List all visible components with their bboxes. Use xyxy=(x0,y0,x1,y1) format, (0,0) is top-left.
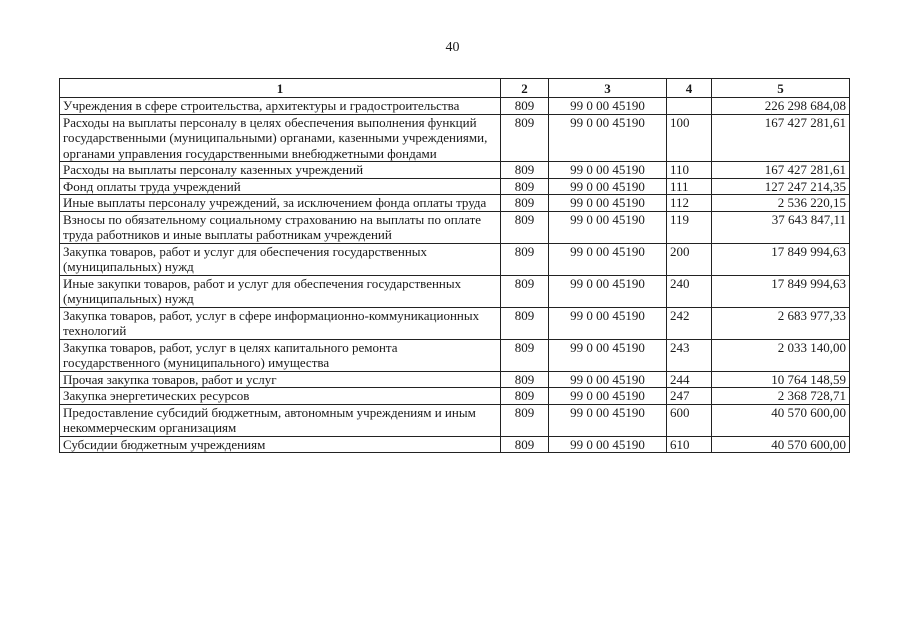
row-amount-cell: 2 368 728,71 xyxy=(712,388,850,405)
row-type-cell: 243 xyxy=(667,339,712,371)
row-amount-cell: 167 427 281,61 xyxy=(712,114,850,162)
row-code-cell: 809 xyxy=(501,371,549,388)
row-type-cell: 600 xyxy=(667,404,712,436)
row-name-cell: Закупка товаров, работ и услуг для обеспечения государственных (муниципальных) нужд xyxy=(60,243,501,275)
row-code-cell: 809 xyxy=(501,211,549,243)
row-amount-cell: 2 033 140,00 xyxy=(712,339,850,371)
row-type-cell: 610 xyxy=(667,436,712,453)
row-target-cell: 99 0 00 45190 xyxy=(549,211,667,243)
row-amount-cell: 2 536 220,15 xyxy=(712,195,850,212)
row-amount-cell: 40 570 600,00 xyxy=(712,404,850,436)
row-target-cell: 99 0 00 45190 xyxy=(549,275,667,307)
row-target-cell: 99 0 00 45190 xyxy=(549,436,667,453)
row-amount-cell: 2 683 977,33 xyxy=(712,307,850,339)
table-row xyxy=(60,339,850,371)
row-code-cell: 809 xyxy=(501,275,549,307)
row-amount-cell: 226 298 684,08 xyxy=(712,98,850,115)
table-row xyxy=(60,388,850,405)
row-amount-cell: 10 764 148,59 xyxy=(712,371,850,388)
row-code-cell: 809 xyxy=(501,388,549,405)
row-target-cell: 99 0 00 45190 xyxy=(549,243,667,275)
header-col-1: 1 xyxy=(60,79,501,98)
table-row xyxy=(60,371,850,388)
budget-table xyxy=(59,78,850,453)
row-type-cell: 111 xyxy=(667,178,712,195)
table-row xyxy=(60,275,850,307)
row-target-cell: 99 0 00 45190 xyxy=(549,98,667,115)
row-amount-cell: 40 570 600,00 xyxy=(712,436,850,453)
row-code-cell: 809 xyxy=(501,195,549,212)
row-name-cell: Учреждения в сфере строительства, архитектуры и градостроительства xyxy=(60,98,501,115)
table-row xyxy=(60,211,850,243)
table-row xyxy=(60,162,850,179)
row-target-cell: 99 0 00 45190 xyxy=(549,162,667,179)
header-col-2: 2 xyxy=(501,79,549,98)
row-type-cell: 242 xyxy=(667,307,712,339)
row-name-cell: Фонд оплаты труда учреждений xyxy=(60,178,501,195)
row-amount-cell: 167 427 281,61 xyxy=(712,162,850,179)
row-target-cell: 99 0 00 45190 xyxy=(549,195,667,212)
row-amount-cell: 37 643 847,11 xyxy=(712,211,850,243)
row-type-cell xyxy=(667,98,712,115)
row-code-cell: 809 xyxy=(501,436,549,453)
row-amount-cell: 17 849 994,63 xyxy=(712,275,850,307)
row-name-cell: Закупка энергетических ресурсов xyxy=(60,388,501,405)
row-name-cell: Прочая закупка товаров, работ и услуг xyxy=(60,371,501,388)
header-col-4: 4 xyxy=(667,79,712,98)
table-row xyxy=(60,195,850,212)
row-type-cell: 247 xyxy=(667,388,712,405)
row-type-cell: 244 xyxy=(667,371,712,388)
table-row xyxy=(60,243,850,275)
row-code-cell: 809 xyxy=(501,243,549,275)
table-row xyxy=(60,307,850,339)
row-target-cell: 99 0 00 45190 xyxy=(549,388,667,405)
row-amount-cell: 17 849 994,63 xyxy=(712,243,850,275)
row-name-cell: Расходы на выплаты персоналу казенных учреждений xyxy=(60,162,501,179)
header-col-5: 5 xyxy=(712,79,850,98)
row-name-cell: Предоставление субсидий бюджетным, автономным учреждениям и иным некоммерческим организациям xyxy=(60,404,501,436)
row-target-cell: 99 0 00 45190 xyxy=(549,307,667,339)
table-row xyxy=(60,436,850,453)
row-amount-cell: 127 247 214,35 xyxy=(712,178,850,195)
row-target-cell: 99 0 00 45190 xyxy=(549,114,667,162)
row-type-cell: 110 xyxy=(667,162,712,179)
row-name-cell: Закупка товаров, работ, услуг в целях капитального ремонта государственного (муниципального) имущества xyxy=(60,339,501,371)
row-type-cell: 112 xyxy=(667,195,712,212)
row-target-cell: 99 0 00 45190 xyxy=(549,339,667,371)
row-code-cell: 809 xyxy=(501,307,549,339)
table-header-row xyxy=(60,79,850,98)
table-row xyxy=(60,98,850,115)
header-col-3: 3 xyxy=(549,79,667,98)
row-code-cell: 809 xyxy=(501,339,549,371)
row-name-cell: Субсидии бюджетным учреждениям xyxy=(60,436,501,453)
row-code-cell: 809 xyxy=(501,162,549,179)
row-name-cell: Иные закупки товаров, работ и услуг для обеспечения государственных (муниципальных) нужд xyxy=(60,275,501,307)
row-name-cell: Закупка товаров, работ, услуг в сфере информационно-коммуникационных технологий xyxy=(60,307,501,339)
row-type-cell: 119 xyxy=(667,211,712,243)
row-code-cell: 809 xyxy=(501,98,549,115)
row-code-cell: 809 xyxy=(501,114,549,162)
row-name-cell: Взносы по обязательному социальному страхованию на выплаты по оплате труда работников и иные выплаты работникам учреждений xyxy=(60,211,501,243)
table-row xyxy=(60,178,850,195)
row-target-cell: 99 0 00 45190 xyxy=(549,371,667,388)
row-type-cell: 200 xyxy=(667,243,712,275)
row-name-cell: Иные выплаты персоналу учреждений, за исключением фонда оплаты труда xyxy=(60,195,501,212)
row-type-cell: 240 xyxy=(667,275,712,307)
row-type-cell: 100 xyxy=(667,114,712,162)
row-name-cell: Расходы на выплаты персоналу в целях обеспечения выполнения функций государственными (муниципальными) органами, казенными учреждениями, органами управления государственными внебюджетными фондами xyxy=(60,114,501,162)
table-row xyxy=(60,114,850,162)
row-target-cell: 99 0 00 45190 xyxy=(549,178,667,195)
page-number: 40 xyxy=(445,40,460,55)
row-target-cell: 99 0 00 45190 xyxy=(549,404,667,436)
row-code-cell: 809 xyxy=(501,404,549,436)
table-row xyxy=(60,404,850,436)
row-code-cell: 809 xyxy=(501,178,549,195)
